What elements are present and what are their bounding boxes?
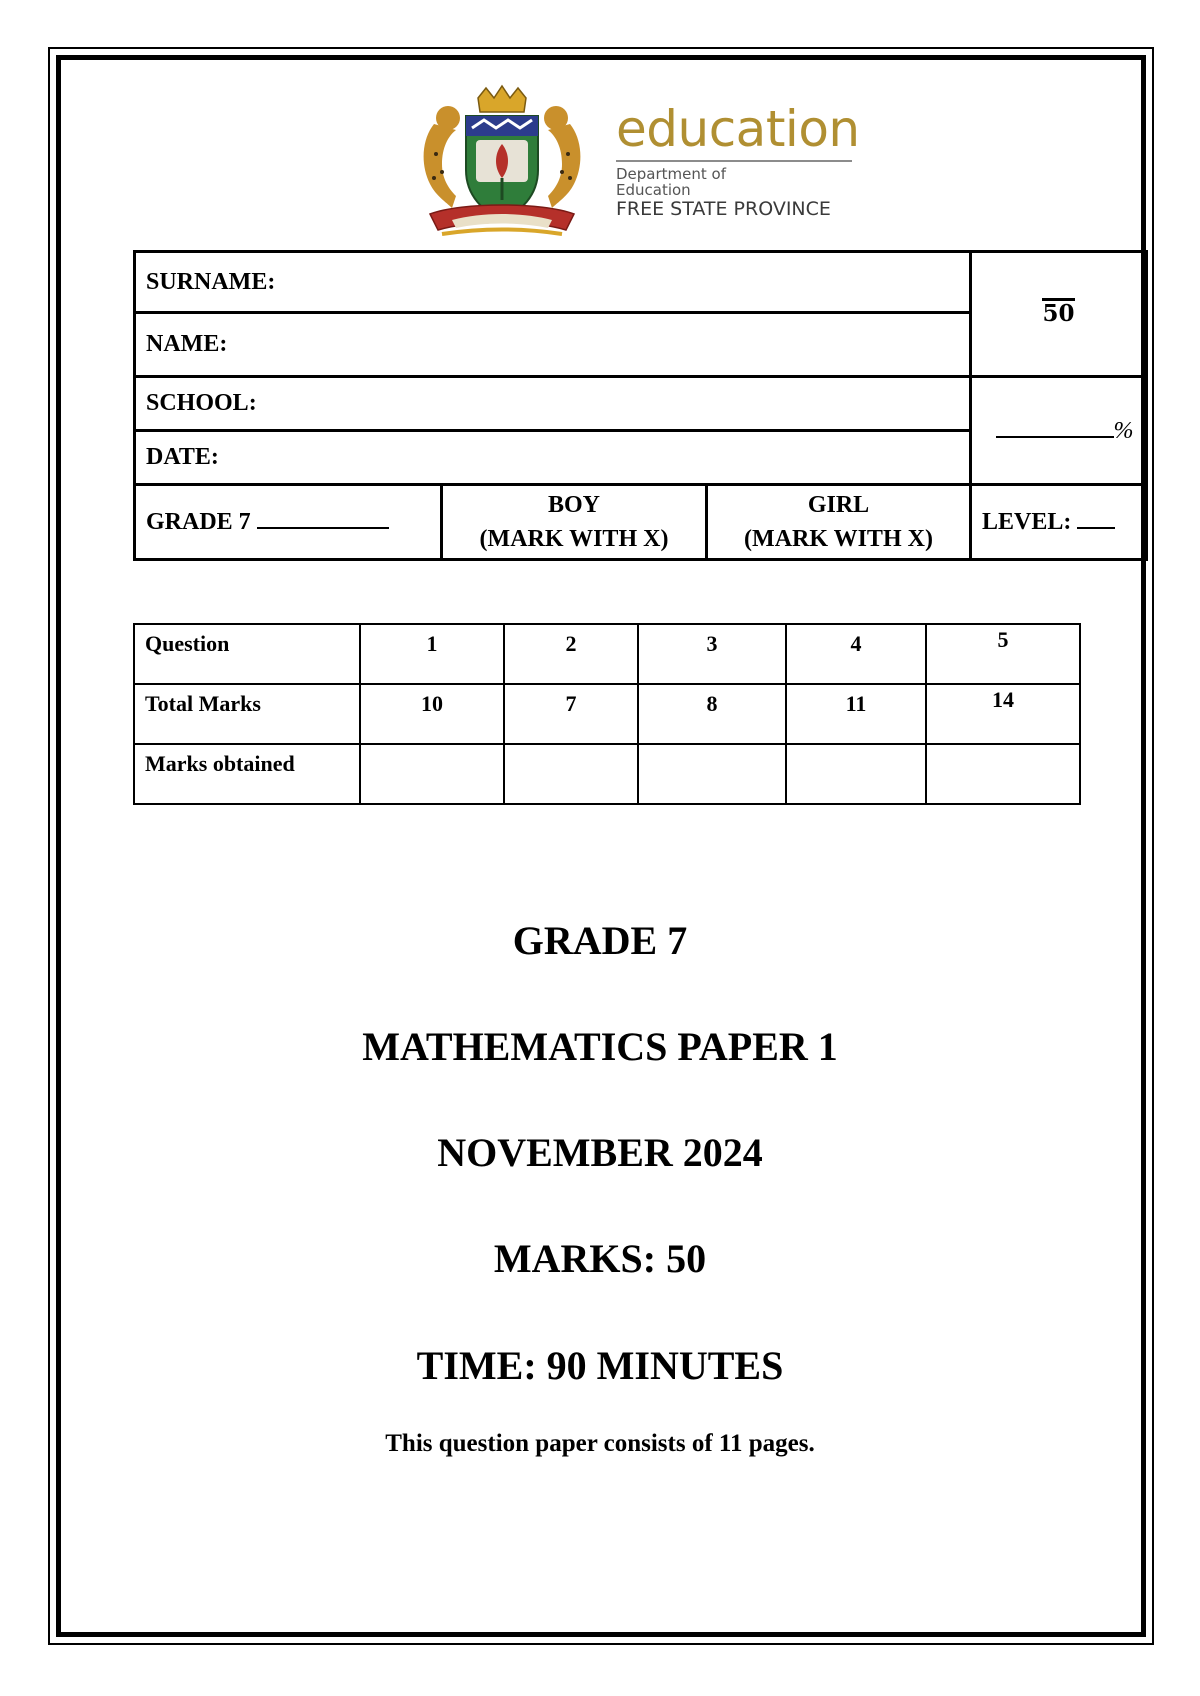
row-label: Total Marks <box>134 684 360 744</box>
girl-label: GIRL <box>807 492 870 518</box>
name-label: NAME: <box>146 331 228 357</box>
question-number: 2 <box>504 624 638 684</box>
date-field[interactable] <box>135 431 971 485</box>
cover-date: NOVEMBER 2024 <box>437 1130 763 1175</box>
marks-obtained-row <box>134 744 1080 804</box>
cover-time: TIME: 90 MINUTES <box>416 1343 784 1388</box>
grade-label: GRADE 7 <box>146 508 251 535</box>
percentage-cell[interactable] <box>971 377 1147 485</box>
cover-grade: GRADE 7 <box>512 918 688 963</box>
question-number: 3 <box>638 624 786 684</box>
marks-obtained-cell[interactable] <box>504 744 638 804</box>
percentage-blank <box>984 414 1134 448</box>
boy-checkbox-cell[interactable] <box>442 485 707 560</box>
girl-note: (MARK WITH X) <box>744 526 933 552</box>
total-score: 50 <box>1042 300 1075 327</box>
percent-symbol: % <box>1113 417 1134 444</box>
marks-obtained-cell[interactable] <box>360 744 504 804</box>
percentage-line <box>996 414 1114 438</box>
learner-info-table <box>133 250 1148 561</box>
total-marks-row <box>134 684 1080 744</box>
total-score-cell[interactable] <box>971 252 1147 377</box>
row-label: Question <box>134 624 360 684</box>
total-marks-value: 11 <box>786 684 926 744</box>
row-label: Marks obtained <box>134 744 360 804</box>
total-marks-value: 10 <box>360 684 504 744</box>
cover-subject: MATHEMATICS PAPER 1 <box>362 1024 838 1069</box>
brand-word: education <box>616 100 860 158</box>
cover-pages-note: This question paper consists of 11 pages. <box>385 1430 815 1457</box>
girl-checkbox-cell[interactable] <box>707 485 971 560</box>
surname-label: SURNAME: <box>146 268 276 295</box>
grade-field[interactable] <box>135 485 442 560</box>
cover-marks: MARKS: 50 <box>493 1236 707 1281</box>
brand-line-2: Education <box>616 181 691 199</box>
name-field[interactable] <box>135 313 971 377</box>
marks-table <box>133 623 1081 805</box>
question-number: 1 <box>360 624 504 684</box>
total-marks-value: 7 <box>504 684 638 744</box>
level-field[interactable] <box>971 485 1147 560</box>
level-blank <box>1077 527 1115 529</box>
marks-obtained-cell[interactable] <box>926 744 1080 804</box>
date-label: DATE: <box>146 444 219 470</box>
total-marks-value: 8 <box>638 684 786 744</box>
school-field[interactable] <box>135 377 971 431</box>
surname-field[interactable] <box>135 252 971 313</box>
grade-blank <box>257 527 389 529</box>
level-label: LEVEL: <box>982 508 1072 535</box>
question-number: 4 <box>786 624 926 684</box>
coat-of-arms-icon <box>412 84 592 244</box>
boy-label: BOY <box>547 492 600 518</box>
brand-block <box>616 102 866 220</box>
marks-obtained-cell[interactable] <box>786 744 926 804</box>
boy-note: (MARK WITH X) <box>479 526 669 552</box>
department-logo <box>412 84 862 244</box>
school-label: SCHOOL: <box>146 390 257 416</box>
brand-line-3: FREE STATE PROVINCE <box>616 198 831 220</box>
total-marks-value: 14 <box>926 684 1080 744</box>
marks-obtained-cell[interactable] <box>638 744 786 804</box>
brand-divider <box>616 160 852 162</box>
brand-line-1: Department of <box>616 165 726 183</box>
question-row <box>134 624 1080 684</box>
question-number: 5 <box>926 624 1080 684</box>
